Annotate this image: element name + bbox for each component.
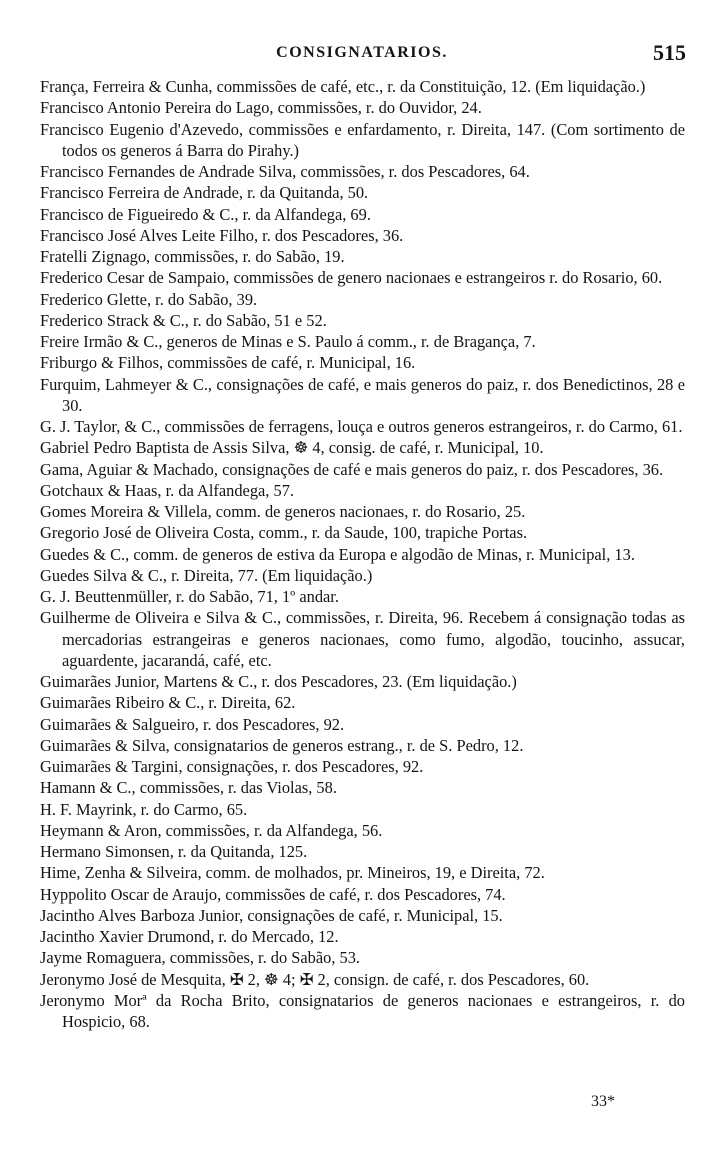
- directory-entry: Hermano Simonsen, r. da Quitanda, 125.: [40, 842, 308, 861]
- directory-entry: G. J. Taylor, & C., commissões de ferragens, louça e outros generos estrangeiros, r. do Carmo, 61.: [40, 417, 683, 436]
- directory-entry: França, Ferreira & Cunha, commissões de café, etc., r. da Constituição, 12. (Em liquidação.): [40, 77, 646, 96]
- directory-entry: Furquim, Lahmeyer & C., consignações de café, e mais generos do paiz, r. dos Benedictinos, 28 e 30.: [40, 374, 685, 415]
- directory-entries: [40, 76, 685, 1032]
- directory-entry: Francisco de Figueiredo & C., r. da Alfandega, 69.: [40, 204, 371, 224]
- directory-entry: Jayme Romaguera, commissões, r. do Sabão, 53.: [40, 948, 361, 968]
- directory-entry: Guimarães & Silva, consignatarios de generos estrang., r. de S. Pedro, 12.: [40, 735, 524, 755]
- directory-entry: Frederico Strack & C., r. do Sabão, 51 e 52.: [40, 310, 327, 330]
- directory-entry: Heymann & Aron, commissões, r. da Alfandega, 56.: [40, 820, 383, 840]
- directory-entry: Jacintho Alves Barboza Junior, consignações de café, r. Municipal, 15.: [40, 905, 503, 925]
- signature-mark: 33*: [591, 1093, 615, 1110]
- directory-entry: Freire Irmão & C., generos de Minas e S. Paulo á comm., r. de Bragança, 7.: [40, 332, 536, 351]
- directory-entry: Guedes & C., comm. de generos de estiva da Europa e algodão de Minas, r. Municipal, 13.: [40, 544, 635, 564]
- directory-entry: H. F. Mayrink, r. do Carmo, 65.: [40, 799, 248, 819]
- directory-entry: Guimarães & Targini, consignações, r. dos Pescadores, 92.: [40, 757, 424, 776]
- directory-entry: Gomes Moreira & Villela, comm. de generos nacionaes, r. do Rosario, 25.: [40, 502, 526, 521]
- page-number: 515: [653, 40, 686, 65]
- directory-entry: Jeronymo José de Mesquita, ✠ 2, ☸ 4; ✠ 2, consign. de café, r. dos Pescadores, 60.: [40, 969, 590, 989]
- directory-entry: Jeronymo Morª da Rocha Brito, consignatarios de generos nacionaes e estrangeiros, r. do Hospicio, 68.: [40, 990, 685, 1031]
- directory-entry: Gregorio José de Oliveira Costa, comm., r. da Saude, 100, trapiche Portas.: [40, 523, 528, 543]
- directory-entry: Guimarães Ribeiro & C., r. Direita, 62.: [40, 693, 296, 713]
- directory-entry: Guilherme de Oliveira e Silva & C., commissões, r. Direita, 96. Recebem á consignação todas as mercadorias estrangeiras e generos nacionaes, como fumo, algodão, toucinho, assucar, aguardente, jacarandá, café, etc.: [40, 608, 685, 670]
- page-title: CONSIGNATARIOS.: [276, 44, 448, 61]
- directory-entry: Hyppolito Oscar de Araujo, commissões de café, r. dos Pescadores, 74.: [40, 884, 506, 904]
- directory-entry: Francisco Eugenio d'Azevedo, commissões e enfardamento, r. Direita, 147. (Com sortimento de todos os generos á Barra do Pirahy.): [40, 119, 685, 160]
- directory-entry: Jacintho Xavier Drumond, r. do Mercado, 12.: [40, 927, 339, 946]
- directory-entry: Guimarães & Salgueiro, r. dos Pescadores, 92.: [40, 714, 345, 734]
- directory-entry: Francisco Ferreira de Andrade, r. da Quitanda, 50.: [40, 183, 369, 203]
- directory-entry: Guimarães Junior, Martens & C., r. dos Pescadores, 23. (Em liquidação.): [40, 672, 517, 691]
- directory-entry: Francisco Antonio Pereira do Lago, commissões, r. do Ouvidor, 24.: [40, 98, 482, 118]
- directory-entry: Hime, Zenha & Silveira, comm. de molhados, pr. Mineiros, 19, e Direita, 72.: [40, 863, 545, 883]
- directory-entry: Frederico Glette, r. do Sabão, 39.: [40, 289, 258, 309]
- directory-entry: Friburgo & Filhos, commissões de café, r. Municipal, 16.: [40, 353, 416, 373]
- running-head: [38, 40, 686, 68]
- directory-entry: Hamann & C., commissões, r. das Violas, 58.: [40, 778, 337, 798]
- directory-entry: Gama, Aguiar & Machado, consignações de café e mais generos do paiz, r. dos Pescadores, 36.: [40, 459, 664, 479]
- directory-entry: Francisco José Alves Leite Filho, r. dos Pescadores, 36.: [40, 225, 404, 245]
- directory-entry: Fratelli Zignago, commissões, r. do Sabão, 19.: [40, 247, 345, 266]
- directory-entry: Gabriel Pedro Baptista de Assis Silva, ☸ 4, consig. de café, r. Municipal, 10.: [40, 438, 544, 458]
- directory-entry: G. J. Beuttenmüller, r. do Sabão, 71, 1º andar.: [40, 587, 339, 606]
- directory-entry: Gotchaux & Haas, r. da Alfandega, 57.: [40, 480, 294, 500]
- directory-entry: Guedes Silva & C., r. Direita, 77. (Em liquidação.): [40, 565, 373, 585]
- directory-entry: Frederico Cesar de Sampaio, commissões de genero nacionaes e estrangeiros r. do Rosario, 60.: [40, 268, 663, 288]
- directory-entry: Francisco Fernandes de Andrade Silva, commissões, r. dos Pescadores, 64.: [40, 162, 530, 181]
